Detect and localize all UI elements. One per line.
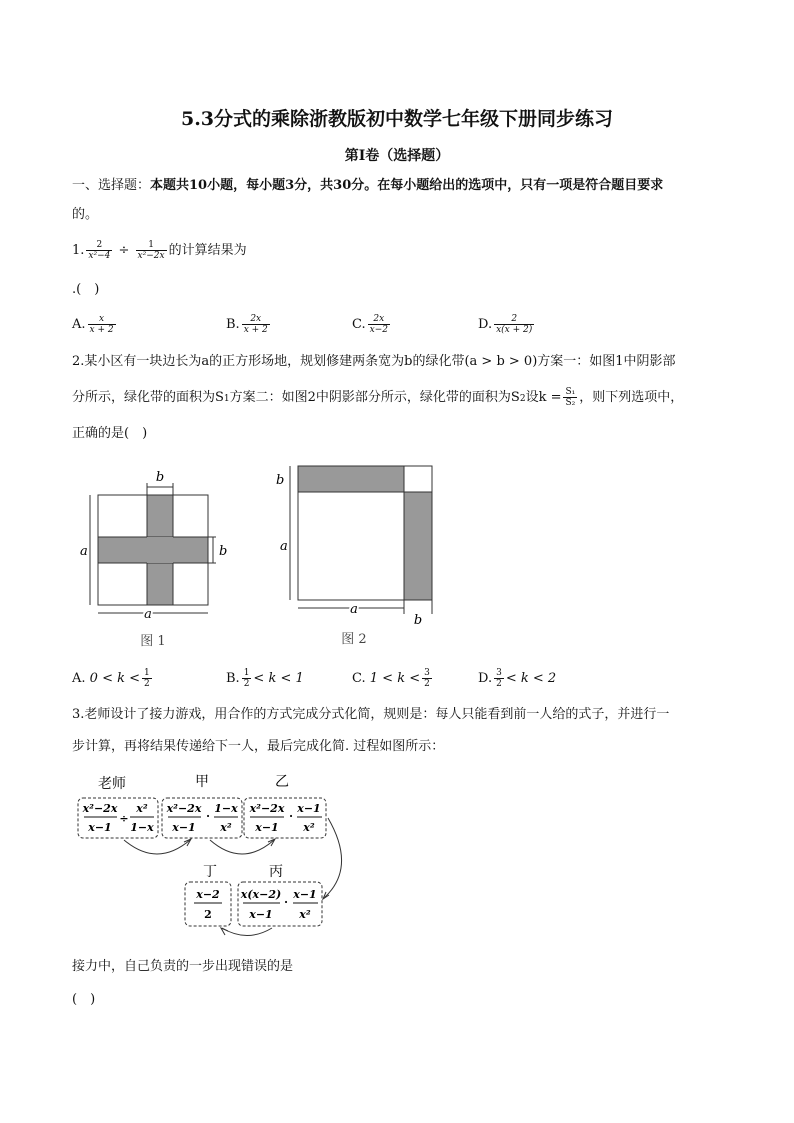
- q1-option-b[interactable]: B. $\frac{2x}{x + 2}$: [226, 314, 268, 335]
- fig1-caption: 图 1: [140, 634, 166, 649]
- arrow-jia-to-yi: [210, 840, 274, 854]
- arrow-teacher-to-jia: [124, 840, 190, 854]
- instructions-prefix: 一、选择题：: [72, 178, 151, 193]
- q3-line2: 步计算，再将结果传递给下一人，最后完成化简. 过程如图所示：: [72, 739, 445, 754]
- svg-text:x²: x²: [303, 821, 315, 834]
- svg-text:x−1: x−1: [249, 908, 273, 921]
- figure-2: [268, 458, 443, 650]
- fig2-label-a-bottom: a: [350, 602, 358, 617]
- q2-line1: 2.某小区有一块边长为a的正方形场地，规划修建两条宽为b的绿化带(a > b > 0)方案一：如图1中阴影部: [72, 354, 676, 369]
- svg-text:x−1: x−1: [255, 821, 279, 834]
- figure-1: [70, 465, 250, 650]
- q2-option-a[interactable]: A. 0 < k < $\frac{1}{2}$: [72, 668, 150, 689]
- fig1-label-a-bottom: a: [144, 607, 152, 622]
- svg-text:·: ·: [289, 810, 293, 823]
- svg-text:x²: x²: [136, 802, 148, 815]
- instructions: [72, 176, 732, 196]
- fig2-right-strip: [404, 492, 432, 600]
- instructions-line2: 的。: [72, 207, 99, 222]
- q1-option-c[interactable]: C. $\frac{2x}{x-2}$: [352, 314, 388, 335]
- question-1: 1. $\frac{2}{\text{x²−4}}$ ÷ $\frac{1}{\text{x²−2x}}$ 的计算结果为: [72, 240, 247, 261]
- role-teacher: 老师: [98, 776, 126, 792]
- q1-answer-paren: .( ): [72, 282, 100, 297]
- svg-text:x(x−2): x(x−2): [240, 888, 282, 901]
- arrow-yi-to-bing: [324, 818, 342, 898]
- page-title: 5.3分式的乘除浙教版初中数学七年级下册同步练习: [180, 108, 614, 130]
- svg-text:·: ·: [206, 810, 210, 823]
- section-title: 第I卷（选择题）: [344, 148, 450, 164]
- q3-question: 接力中，自己负责的一步出现错误的是: [72, 959, 294, 974]
- svg-text:x−1: x−1: [297, 802, 321, 815]
- fig1-label-b-top: b: [155, 470, 165, 485]
- q1-option-d[interactable]: D. $\frac{2}{x(x + 2)}$: [478, 314, 533, 335]
- svg-text:1−x: 1−x: [214, 802, 238, 815]
- svg-text:x−1: x−1: [293, 888, 317, 901]
- fig1-label-b-right: b: [219, 544, 228, 559]
- svg-text:x−1: x−1: [88, 821, 112, 834]
- role-jia: 甲: [195, 774, 209, 790]
- fig2-label-a-left: a: [280, 539, 288, 554]
- q3-line1: 3.老师设计了接力游戏，用合作的方式完成分式化简，规则是：每人只能看到前一人给的式子，并进行一: [72, 707, 670, 722]
- svg-text:2: 2: [204, 908, 212, 921]
- svg-text:·: ·: [284, 896, 288, 909]
- arrow-bing-to-ding: [222, 928, 272, 936]
- q2-option-d[interactable]: D. $\frac{3}{2}$ < k < 2: [478, 668, 557, 689]
- q2-line2: 分所示，绿化带的面积为S1方案二：如图2中阴影部分所示，绿化带的面积为S2设k = $\frac{\text{S₁}}{\text{S₂}}$ ，则下列选项中，: [72, 387, 684, 408]
- q2-line3: 正确的是( ): [72, 426, 148, 441]
- fig2-label-b-left: b: [276, 473, 285, 488]
- q1-option-a[interactable]: A. $\frac{x}{x + 2}$: [72, 314, 114, 335]
- instructions-bold: 本题共10小题，每小题3分，共30分。在每小题给出的选项中，只有一项是符合题目要求: [150, 178, 664, 193]
- fig2-caption: 图 2: [341, 632, 367, 647]
- fig2-label-b-bottom: b: [413, 613, 423, 628]
- svg-text:x²−2x: x²−2x: [166, 802, 202, 815]
- q1-fraction-1: $\frac{2}{\text{x²−4}}$: [88, 240, 111, 261]
- role-bing: 丙: [269, 864, 283, 880]
- svg-text:x²−2x: x²−2x: [249, 802, 285, 815]
- svg-text:x−1: x−1: [172, 821, 196, 834]
- fig1-label-a-left: a: [80, 544, 88, 559]
- role-ding: 丁: [203, 864, 217, 880]
- q1-fraction-2: $\frac{1}{\text{x²−2x}}$: [137, 240, 165, 261]
- svg-text:x²: x²: [299, 908, 311, 921]
- svg-text:1−x: 1−x: [130, 821, 154, 834]
- svg-text:÷: ÷: [119, 812, 129, 825]
- relay-diagram: [72, 768, 372, 943]
- fig2-top-strip: [298, 466, 404, 492]
- q2-option-c[interactable]: C. 1 < k < $\frac{3}{2}$: [352, 668, 430, 689]
- q2-option-b[interactable]: B. $\frac{1}{2}$ < k < 1: [226, 668, 304, 689]
- svg-text:x−2: x−2: [196, 888, 220, 901]
- role-yi: 乙: [275, 774, 289, 790]
- svg-text:x²: x²: [220, 821, 232, 834]
- svg-text:x²−2x: x²−2x: [82, 802, 118, 815]
- q3-answer-paren: ( ): [72, 992, 96, 1007]
